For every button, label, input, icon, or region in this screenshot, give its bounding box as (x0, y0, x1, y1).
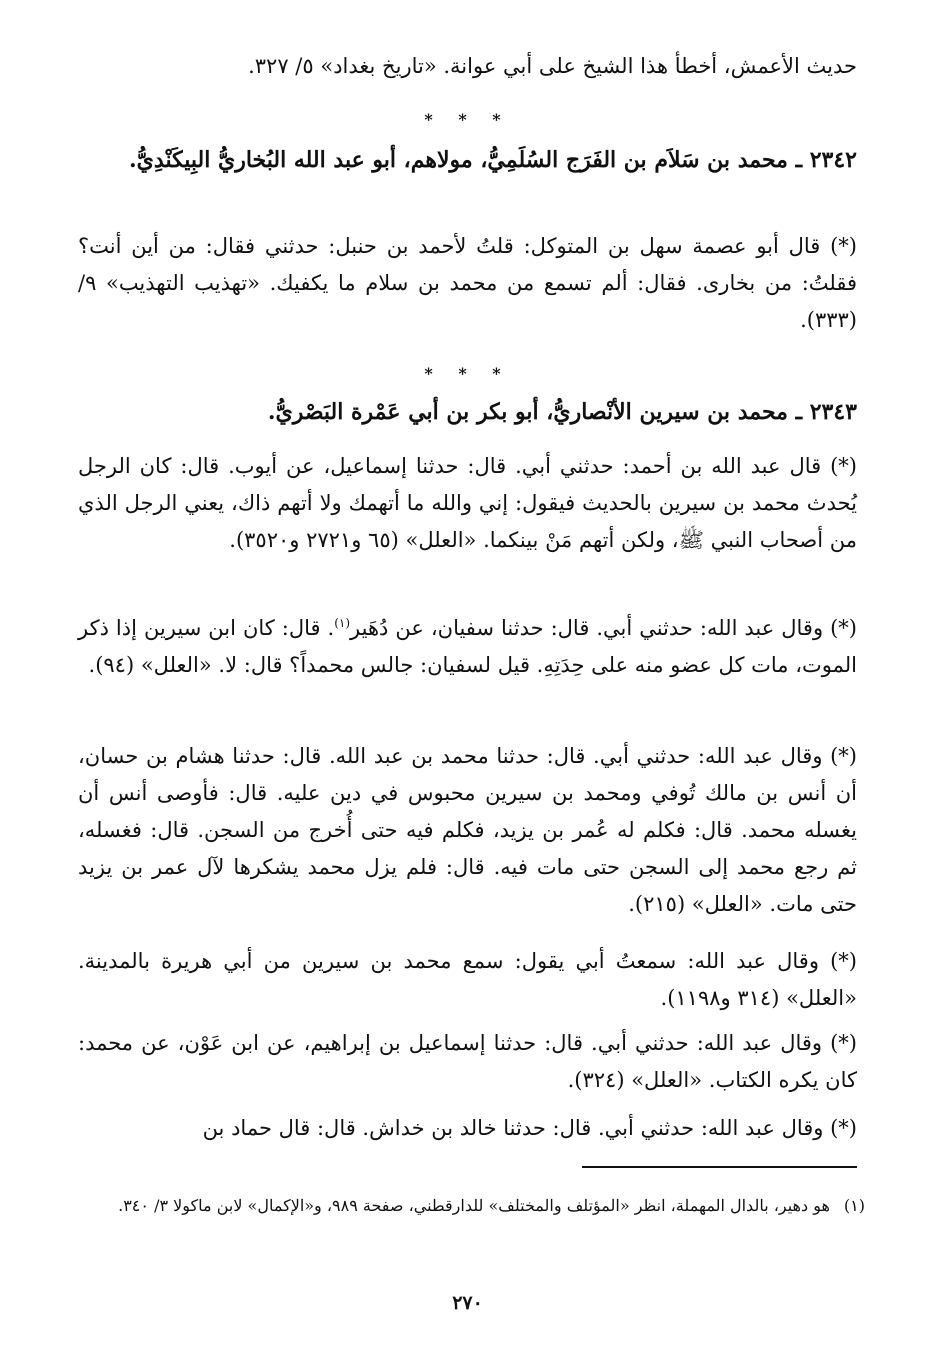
entry-2343-paragraph-5: (*) وقال عبد الله: حدثني أبي. قال: حدثنا إسماعيل بن إبراهيم، عن ابن عَوْن، عن محمد: كان يكره الكتاب. «العلل» (٣٢٤). (78, 1031, 857, 1092)
entry-2343-paragraph-3: (*) وقال عبد الله: حدثني أبي. قال: حدثنا محمد بن عبد الله. قال: حدثنا هشام بن حسان، أن أنس بن مالك تُوفي ومحمد بن سيرين محبوس في دين عليه. قال: فأوصى أنس أن يغسله محمد. قال: فكلم له عُمر بن يزيد، فكلم فيه حتى أُخرج من السجن. قال: فغسله، ثم رجع محمد إلى السجن حتى مات فيه. قال: فلم يزل محمد يشكرها لآل عمر بن يزيد حتى مات. «العلل» (٢١٥). (78, 744, 857, 916)
intro-line: حديث الأعمش، أخطأ هذا الشيخ على أبي عوانة. «تاريخ بغداد» ٥/ ٣٢٧. (248, 54, 857, 78)
paragraph-text: (*) وقال عبد الله: حدثني أبي. قال: حدثنا سفيان، عن دُهَير (350, 616, 857, 640)
paragraph-text: . قال: كان ابن سيرين إذا ذكر الموت، مات كل عضو منه على حِدَتِهِ. قيل لسفيان: جالس محمداً؟ قال: لا. «العلل» (٩٤). (78, 616, 857, 677)
footnote-1 (78, 1192, 865, 1220)
footnote-reference: (١) (334, 616, 351, 630)
entry-2343-paragraph-2 (78, 610, 857, 684)
footnote-text: هو دهير، بالدال المهملة، انظر «المؤتلف والمختلف» للدارقطني، صفحة ٩٨٩، و«الإكمال» لابن ماكولا ٣/ ٣٤٠. (118, 1196, 830, 1215)
entry-2343-paragraph-1: (*) قال عبد الله بن أحمد: حدثني أبي. قال: حدثنا إسماعيل، عن أيوب. قال: كان الرجل يُحدث محمد بن سيرين بالحديث فيقول: إني والله ما أتهمك ولا أتهم ذاك، يعني الرجل الذي من أصحاب النبي ﷺ، ولكن أتهم مَنْ بينكما. «العلل» (٦٥ و٢٧٢١ و٣٥٢٠). (78, 454, 857, 552)
entry-2343-paragraph-6: (*) وقال عبد الله: حدثني أبي. قال: حدثنا خالد بن خداش. قال: قال حماد بن (202, 1116, 857, 1140)
entry-2342-paragraph: (*) قال أبو عصمة سهل بن المتوكل: قلتُ لأحمد بن حنبل: حدثني فقال: من أين أنت؟ فقلتُ: من بخارى. فقال: ألم تسمع من محمد بن سلام ما يكفيك. «تهذيب التهذيب» ٩/ (٣٣٣). (78, 234, 858, 332)
entry-2343-paragraph-4: (*) وقال عبد الله: سمعتُ أبي يقول: سمع محمد بن سيرين من أبي هريرة بالمدينة. «العلل» (٣١٤ و١١٩٨). (78, 949, 857, 1010)
footnote-mark: (١) (843, 1196, 865, 1215)
page-number: ٢٧٠ (452, 1292, 483, 1314)
section-separator: * * * (424, 110, 511, 129)
footnote-divider (582, 1166, 857, 1168)
entry-2342-heading: ٢٣٤٢ ـ محمد بن سَلاَم بن الفَرَج السُلَمِيُّ، مولاهم، أبو عبد الله البُخاريُّ البِيكَنْدِيُّ. (129, 147, 857, 173)
entry-2343-heading: ٢٣٤٣ ـ محمد بن سيرين الأنْصاريُّ، أبو بكر بن أبي عَمْرة البَصْريُّ. (267, 399, 857, 425)
section-separator: * * * (424, 364, 511, 383)
